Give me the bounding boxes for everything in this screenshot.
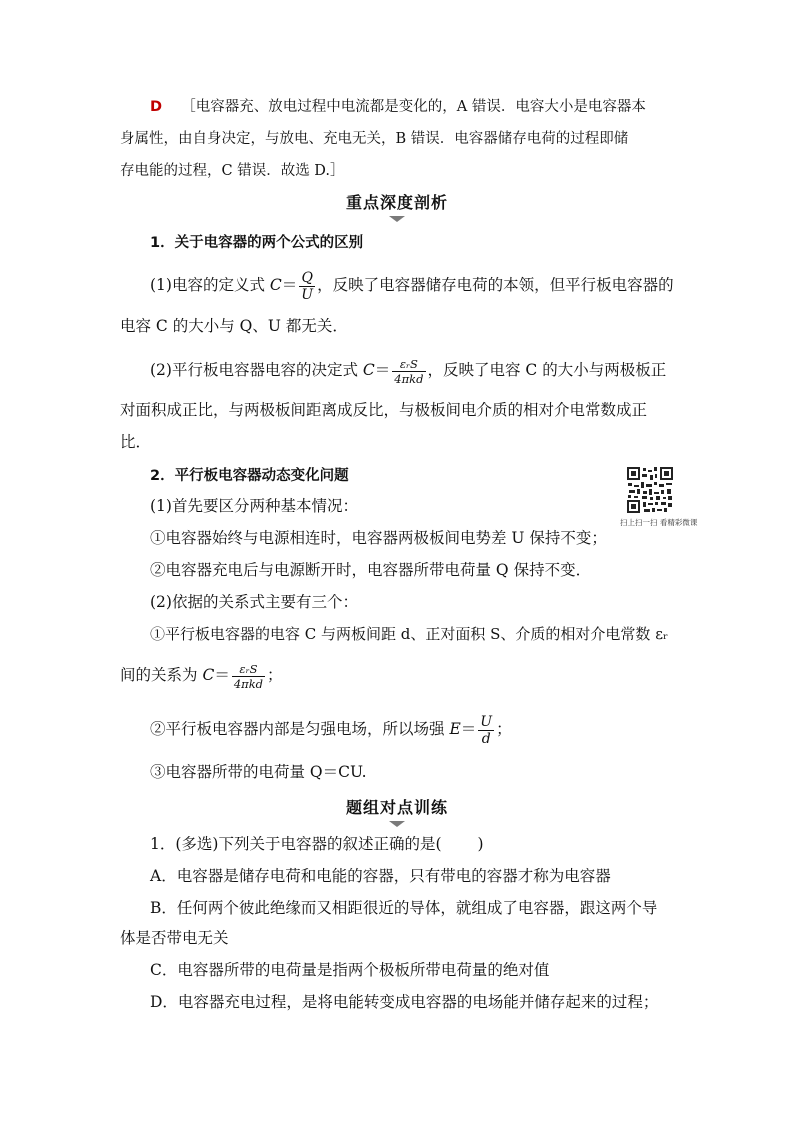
s1-p2-line2: 对面积成正比，与两极板间距离成反比，与极板间电介质的相对介电常数成正: [120, 401, 648, 419]
fraction-numerator: U: [480, 713, 493, 730]
qr-code-icon[interactable]: [626, 466, 674, 514]
q1-option-a: A．电容器是储存电荷和电能的容器，只有带电的容器才称为电容器: [150, 867, 611, 885]
q1-option-b-line2: 体是否带电无关: [120, 929, 229, 947]
formula-eq: ＝: [460, 720, 477, 738]
fraction-numerator: Q: [299, 270, 315, 287]
triangle-marker-icon: [389, 216, 405, 222]
s1-p1-suffix: ，反映了电容器储存电荷的本领，但平行板电容器的: [317, 276, 674, 294]
s2-l6-suffix: ；: [267, 666, 283, 684]
s2-line-5: ①平行板电容器的电容 C 与两板间距 d、正对面积 S、介质的相对介电常数 εᵣ: [150, 625, 669, 643]
formula-c: C: [362, 361, 375, 379]
s2-line-7: [150, 712, 512, 747]
answer-text-1: ［电容器充、放电过程中电流都是变化的，A 错误．电容大小是电容器本: [181, 99, 646, 115]
formula-eq: ＝: [281, 276, 298, 294]
s2-line-4: (2)依据的关系式主要有三个：: [150, 593, 358, 611]
q1-option-b-line1: B．任何两个彼此绝缘而又相距很近的导体，就组成了电容器，跟这两个导: [150, 899, 658, 917]
s1-p2-prefix: (2)平行板电容器电容的决定式: [150, 361, 363, 379]
s1-p2-line1: [150, 353, 666, 387]
formula-c: C: [202, 666, 215, 684]
section-title-text: 题组对点训练: [345, 798, 448, 817]
qr-caption: 扫上扫一扫 看精彩微课: [620, 518, 698, 527]
formula-e: E: [449, 720, 461, 738]
section-title-practice: [0, 795, 794, 827]
s2-line-2: ①电容器始终与电源相连时，电容器两极板间电势差 U 保持不变；: [150, 529, 607, 547]
s1-p1-line2: 电容 C 的大小与 Q、U 都无关．: [120, 317, 348, 335]
fraction-capacitance: [232, 662, 265, 691]
answer-letter: D: [150, 99, 163, 115]
q1-stem-close: ): [477, 835, 484, 853]
s2-line-8: ③电容器所带的电荷量 Q＝CU.: [150, 763, 367, 781]
formula-c: C: [269, 276, 282, 294]
answer-line-2: 身属性，由自身决定，与放电、充电无关，B 错误．电容器储存电荷的过程即储: [120, 131, 629, 147]
fraction-denominator: d: [481, 730, 491, 747]
triangle-marker-icon: [389, 821, 405, 827]
fraction-denominator: 4πkd: [394, 371, 424, 386]
fraction-numerator: εᵣS: [392, 357, 425, 372]
s1-p2-suffix: ，反映了电容 C 的大小与两极板正: [427, 361, 667, 379]
q1-option-c: C．电容器所带的电荷量是指两个极板所带电荷量的绝对值: [150, 961, 550, 979]
answer-line-3: 存电能的过程，C 错误．故选 D.］: [120, 163, 345, 179]
s1-p1-prefix: (1)电容的定义式: [150, 276, 270, 294]
s2-l7-suffix: ；: [496, 720, 512, 738]
s1-heading: 1．关于电容器的两个公式的区别: [150, 235, 364, 251]
section-title-analysis: [0, 190, 794, 222]
s2-l6-prefix: 间的关系为: [120, 666, 203, 684]
fraction-denominator: U: [301, 286, 314, 303]
s2-heading: 2．平行板电容器动态变化问题: [150, 468, 349, 484]
formula-eq: ＝: [374, 361, 391, 379]
s2-l7-prefix: ②平行板电容器内部是匀强电场，所以场强: [150, 720, 450, 738]
fraction-denominator: 4πkd: [233, 676, 264, 691]
fraction-u-over-d: [478, 714, 494, 747]
s2-line-3: ②电容器充电后与电源断开时，电容器所带电荷量 Q 保持不变．: [150, 561, 592, 579]
q1-stem: [150, 834, 484, 854]
q1-option-d: D．电容器充电过程，是将电能转变成电容器的电场能并储存起来的过程；: [150, 993, 659, 1011]
fraction-numerator: εᵣS: [232, 662, 265, 677]
fraction-capacitance: [392, 357, 425, 386]
fraction-q-over-u: [299, 270, 315, 303]
s2-line-6: [120, 658, 283, 692]
q1-stem-text: 1．(多选)下列关于电容器的叙述正确的是(: [150, 835, 442, 853]
formula-eq: ＝: [214, 666, 230, 684]
answer-line-1: [150, 97, 646, 117]
s2-line-1: (1)首先要区分两种基本情况：: [150, 497, 358, 515]
section-title-text: 重点深度剖析: [345, 193, 448, 212]
s1-p1-line1: [150, 268, 674, 303]
s1-p2-line3: 比．: [120, 433, 152, 451]
